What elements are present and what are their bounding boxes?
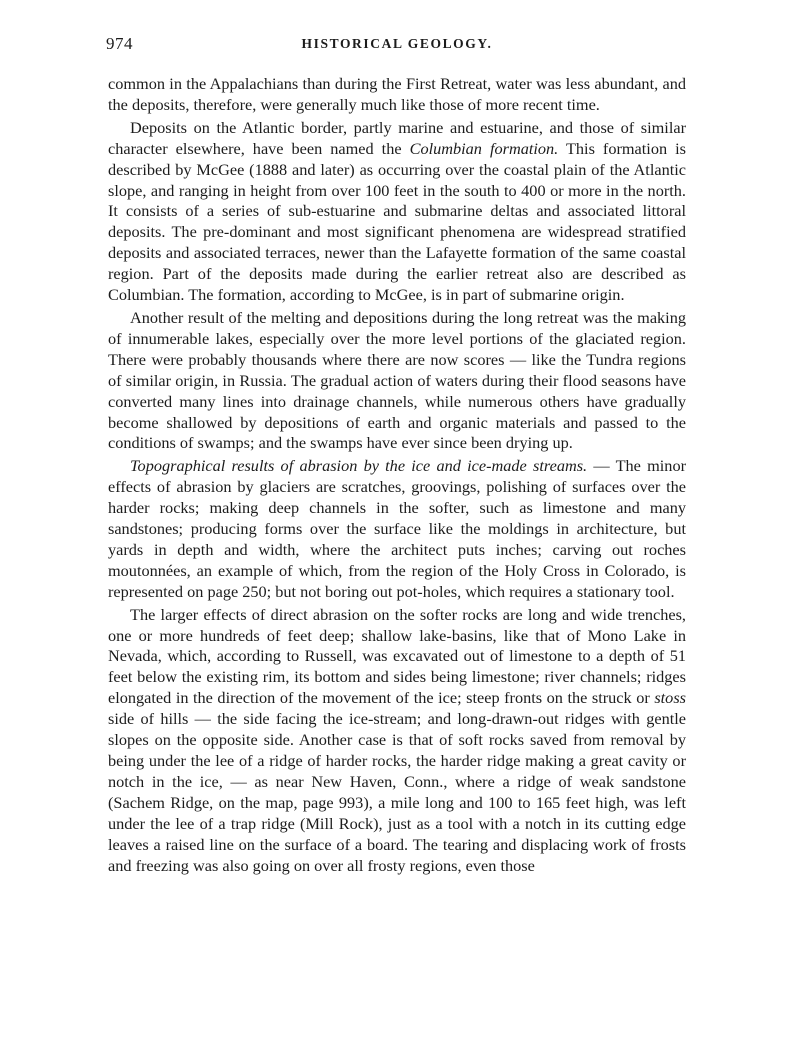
text-run: side of hills — the side facing the ice-stream; and long-drawn-out ridges with gentle slopes on the opposite side. Another case is that of soft rocks saved from removal by being under the lee of a ridge of harder rocks, the harder ridge making a great cavity or notch in the ice, — as near New Haven, Conn., where a ridge of weak sandstone (Sachem Ridge, on the map, page 993), a mile long and 100 to 165 feet high, was left under the lee of a trap ridge (Mill Rock), just as a tool with a notch in its cutting edge leaves a raised line on the surface of a board. The tearing and displacing work of frosts and freezing was also going on over all frosty regions, even those: [108, 709, 686, 875]
italic-term: stoss: [654, 688, 686, 708]
italic-term: Columbian formation.: [409, 138, 559, 158]
text-run: common in the Appalachians than during the First Retreat, water was less abundant, and the deposits, therefore, were generally much like those of more recent time.: [108, 74, 686, 114]
book-page: [108, 30, 686, 876]
text-run: The larger effects of direct abrasion on the softer rocks are long and wide trenches, one or more hundreds of feet deep; shallow lake-basins, like that of Mono Lake in Nevada, which, according to Russell, was excavated out of limestone to a depth of 51 feet below the existing rim, its bottom and sides being limestone; river channels; ridges elongated in the direction of the movement of the ice; steep fronts on the struck or: [108, 604, 686, 708]
text-run: Deposits on the Atlantic border, partly marine and estuarine, and those of similar character elsewhere, have been named the: [108, 117, 686, 158]
paragraph: [108, 74, 686, 116]
paragraph: [108, 456, 686, 602]
text-run: — The minor effects of abrasion by glaciers are scratches, groovings, polishing of surfaces over the harder rocks; making deep channels in the softer, such as limestone and many sandstones; producing forms over the surface like the moldings in architecture, but yards in depth and width, where the architect puts inches; carving out roches moutonnées, an example of which, from the region of the Holy Cross in Colorado, is represented on page 250; but not boring out pot-holes, which requires a stationary tool.: [108, 456, 687, 601]
running-title: HISTORICAL GEOLOGY.: [301, 36, 493, 51]
paragraph: [108, 118, 686, 306]
text-run: This formation is described by McGee (1888 and later) as occurring over the coastal plain of the Atlantic slope, and ranging in height from over 100 feet in the south to 400 or more in the north. It consists of a series of sub-estuarine and submarine deltas and associated littoral deposits. The pre-dominant and most significant phenomena are widespread stratified deposits and associated terraces, newer than the Lafayette formation of the same coastal region. Part of the deposits made during the earlier retreat also are described as Columbian. The formation, according to McGee, is in part of submarine origin.: [108, 138, 686, 305]
paragraph: [108, 605, 686, 877]
text-run: Another result of the melting and depositions during the long retreat was the making of innumerable lakes, especially over the more level portions of the glaciated region. There were probably thousands where there are now scores — like the Tundra regions of similar origin, in Russia. The gradual action of waters during their flood seasons have converted many lines into drainage channels, while numerous others have gradually become shallowed by depositions of earth and organic materials and passed to the conditions of swamps; and the swamps have ever since been drying up.: [108, 307, 686, 453]
body-text: [108, 74, 686, 876]
paragraph: [108, 308, 686, 454]
page-number: 974: [106, 34, 133, 53]
section-subheading: Topographical results of abrasion by the ice and ice-made streams.: [130, 456, 588, 476]
running-header: [108, 30, 686, 64]
